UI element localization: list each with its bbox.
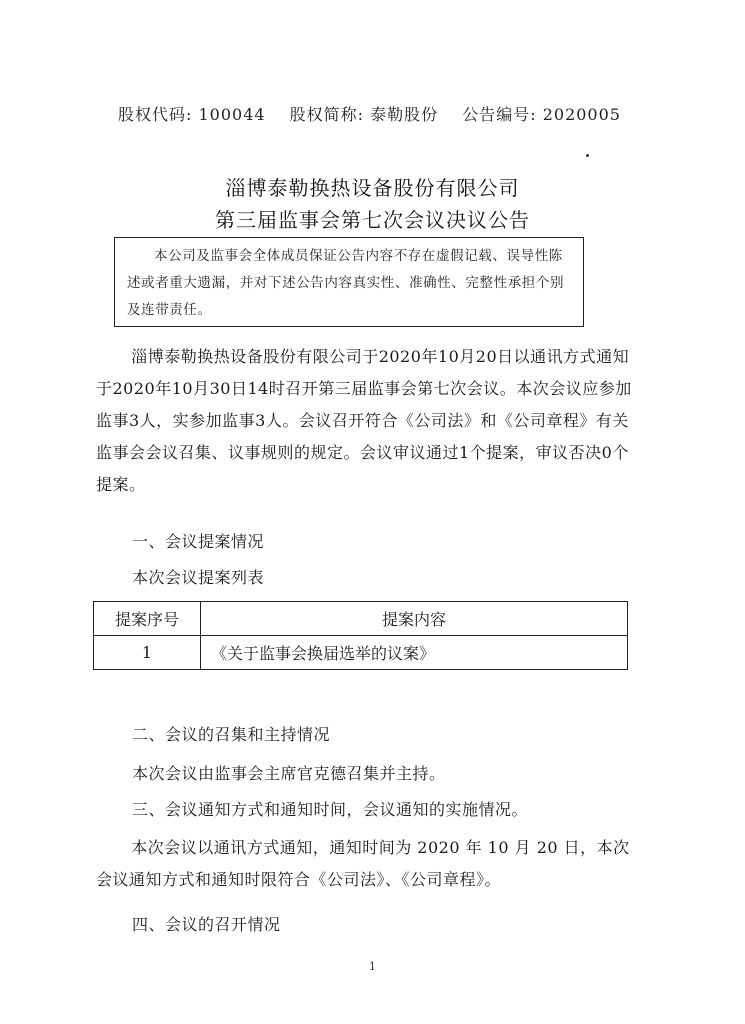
proposal-list-title: 本次会议提案列表 <box>132 568 265 587</box>
column-header-number: 提案序号 <box>94 602 201 636</box>
company-title: 淄博泰勒换热设备股份有限公司 <box>225 176 520 200</box>
section-heading-notification: 三、会议通知方式和通知时间，会议通知的实施情况。 <box>132 800 529 819</box>
table-row <box>94 636 628 670</box>
disclaimer-text: 本公司及监事会全体成员保证公告内容不存在虚假记载、误导性陈述或者重大遗漏，并对下述公告内容真实性、准确性、完整性承担个别及连带责任。 <box>127 248 565 318</box>
convening-text: 本次会议由监事会主席官克德召集并主持。 <box>132 764 446 783</box>
scan-speck <box>586 154 589 157</box>
column-header-content: 提案内容 <box>201 602 628 636</box>
proposal-content-cell: 《关于监事会换届选举的议案》 <box>201 636 628 670</box>
announcement-title: 第三届监事会第七次会议决议公告 <box>215 208 530 232</box>
section-heading-convening: 二、会议的召集和主持情况 <box>132 725 331 744</box>
proposal-table <box>93 601 628 670</box>
stock-abbreviation: 股权简称: 泰勒股份 <box>289 105 439 124</box>
section-heading-meeting: 四、会议的召开情况 <box>132 915 281 934</box>
proposal-number-cell: 1 <box>94 636 201 670</box>
page-number: 1 <box>369 960 376 973</box>
stock-code: 股权代码: 100044 <box>118 105 266 124</box>
notice-number: 公告编号: 2020005 <box>462 105 621 124</box>
announcement-header <box>118 102 639 125</box>
disclaimer-box <box>114 237 584 327</box>
notification-paragraph: 本次会议以通讯方式通知，通知时间为 2020 年 10 月 20 日，本次会议通知方式和通知时限符合《公司法》、《公司章程》。 <box>96 838 630 889</box>
intro-paragraph: 淄博泰勒换热设备股份有限公司于2020年10月20日以通讯方式通知于2020年10月30日14时召开第三届监事会第七次会议。本次会议应参加监事3人，实参加监事3人。会议召开符合《公司法》和《公司章程》有关监事会会议召集、议事规则的规定。会议审议通过1个提案，审议否决0个提案。 <box>96 347 632 494</box>
section-heading-proposals: 一、会议提案情况 <box>132 532 265 551</box>
table-header-row <box>94 602 628 636</box>
